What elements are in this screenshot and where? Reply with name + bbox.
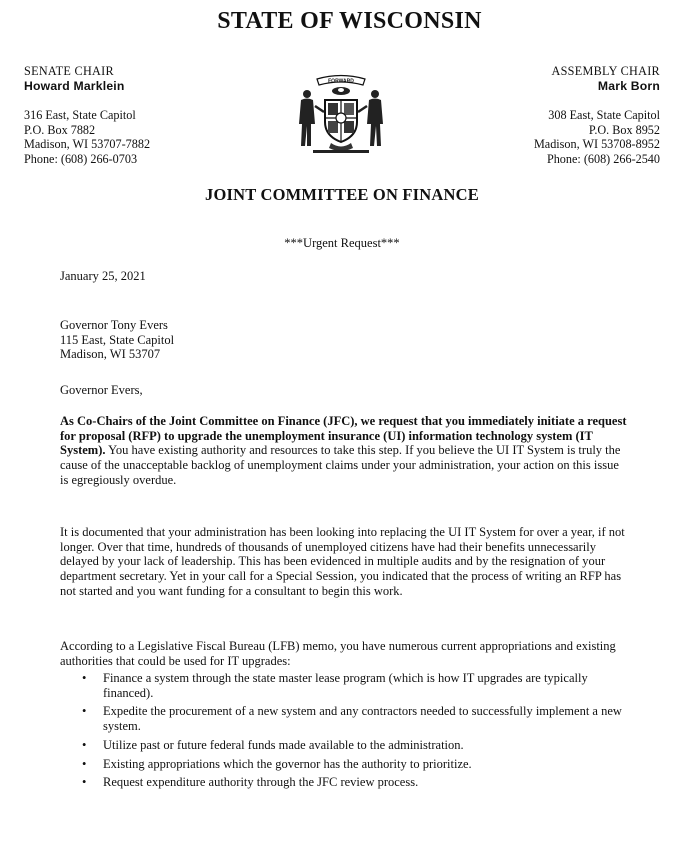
list-item-text: Finance a system through the state master lease program (which is how IT upgrades are typically financed). xyxy=(103,671,588,700)
paragraph-lfb-memo: According to a Legislative Fiscal Bureau (LFB) memo, you have numerous current appropriations and existing authorities that could be used for IT upgrades: xyxy=(60,639,616,668)
bullet-icon: • xyxy=(82,756,87,771)
list-item-text: Utilize past or future federal funds made available to the administration. xyxy=(103,737,464,752)
senate-chair-title: SENATE CHAIR xyxy=(24,64,114,78)
bullet-icon: • xyxy=(82,775,87,790)
assembly-address-line: Madison, WI 53708-8952 xyxy=(533,137,660,152)
list-item-text: Existing appropriations which the governor has the authority to prioritize. xyxy=(103,756,472,771)
list-item xyxy=(60,738,630,753)
paragraph-request-rest: You have existing authority and resources to take this step. If you believe the UI IT System is truly the cause of the unacceptable backlog of unemployment claims under your administration, your action on this issue is egregiously overdue. xyxy=(60,443,621,487)
paragraph-request-bold: As Co-Chairs of the Joint Committee on Finance (JFC), we request that you immediately initiate a request for proposal (RFP) to upgrade the unemployment insurance (UI) information technology system (IT System). xyxy=(60,414,627,458)
list-item xyxy=(60,671,630,700)
assembly-address-line: P.O. Box 8952 xyxy=(588,122,660,137)
recipient-line: Madison, WI 53707 xyxy=(60,347,161,362)
committee-title: JOINT COMMITTEE ON FINANCE xyxy=(205,185,479,204)
senate-address-line: 316 East, State Capitol xyxy=(24,108,136,123)
salutation: Governor Evers, xyxy=(60,383,143,397)
senate-address-line: Madison, WI 53707-7882 xyxy=(24,137,151,152)
seal-motto-text: FORWARD xyxy=(328,78,354,85)
assembly-chair-name: Mark Born xyxy=(597,78,660,93)
bullet-icon: • xyxy=(82,671,87,685)
senate-chair-address xyxy=(24,108,150,166)
list-item-text: Expedite the procurement of a new system and any contractors needed to successfully implement a new system. xyxy=(103,704,622,734)
assembly-chair-block xyxy=(534,64,660,167)
assembly-address-line: 308 East, State Capitol xyxy=(548,108,660,123)
recipient-line: 115 East, State Capitol xyxy=(60,332,175,347)
wisconsin-seal-icon xyxy=(291,70,391,158)
letter-date: January 25, 2021 xyxy=(60,269,146,283)
list-item xyxy=(60,704,630,733)
state-title: STATE OF WISCONSIN xyxy=(217,8,482,34)
assembly-chair-address xyxy=(534,108,660,166)
recipient-address xyxy=(60,318,630,362)
list-item xyxy=(60,775,630,790)
assembly-phone: Phone: (608) 266-2540 xyxy=(546,151,660,166)
senate-phone: Phone: (608) 266-0703 xyxy=(24,151,138,166)
assembly-chair-title: ASSEMBLY CHAIR xyxy=(551,64,660,78)
paragraph-background: It is documented that your administration has been looking into replacing the UI IT System for over a year, if not longer. Over that time, hundreds of thousands of unemployed citizens have had their benefits unnecessarily delayed by your lack of leadership. This has been evidenced in multiple audits and by the resignation of your department secretary. Yet in your call for a Special Session, you indicated that the process of writing an RFP has not started and you want funding for a consultant to begin this work. xyxy=(60,525,625,598)
bullet-icon: • xyxy=(82,737,87,752)
list-item-text: Request expenditure authority through the JFC review process. xyxy=(103,775,419,790)
senate-chair-name: Howard Marklein xyxy=(24,78,125,93)
bullet-icon: • xyxy=(82,704,87,719)
urgent-request-label: ***Urgent Request*** xyxy=(284,236,400,250)
list-item xyxy=(60,757,630,772)
senate-address-line: P.O. Box 7882 xyxy=(24,122,96,137)
recipient-line: Governor Tony Evers xyxy=(60,318,168,332)
senate-chair-block xyxy=(24,64,150,167)
paragraph-request xyxy=(60,414,630,488)
authority-list xyxy=(60,671,630,794)
